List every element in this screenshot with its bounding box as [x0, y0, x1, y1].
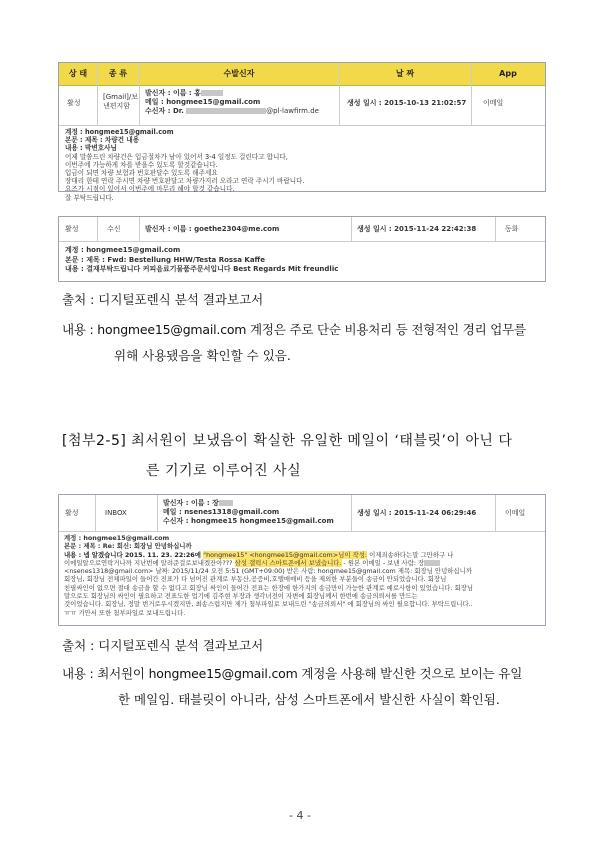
- detail-body: 장대리 한테 연락 주시면 차량 번호판달고 차량가지러 오라고 연락 주시기 바랍니다.: [65, 177, 305, 186]
- content-note-2-line2: 한 메일임. 태블릿이 아니라, 삼성 스마트폰에서 발신한 사실이 확인됨.: [118, 692, 500, 707]
- column-divider: [97, 217, 98, 241]
- sender-email-cell: 메일 : nsenes1318@gmail.com: [163, 508, 280, 516]
- detail-body: 요즈가 시점이 있어서 이번주에 마무리 해야 할것 같습니다.: [65, 185, 235, 194]
- message-detail: [65, 128, 539, 202]
- column-divider: [471, 63, 472, 125]
- detail-body: 어제 말씀드린 차량건은 입금절차가 남아 있어서 3-4 일정도 걸린다고 합니다,: [65, 152, 288, 161]
- email-record-table-3: [58, 494, 546, 626]
- row-divider: [59, 125, 545, 126]
- column-divider: [157, 495, 158, 531]
- message-detail: [64, 534, 542, 617]
- detail-subject: 본문 : 제목 : Re: 회신: 회장님 안녕하십니까: [64, 542, 192, 551]
- page-number: - 4 -: [289, 809, 311, 822]
- content-note-1-line1: 내용 : hongmee15@gmail.com 계정은 주로 단순 비용처리 등 전형적인 경리 업무를: [62, 322, 526, 337]
- redaction-mark: [201, 90, 223, 96]
- detail-body: 이메일알으로연락거나까 지난번에 알려준걸로보내겠잔아??? 삼성 갤럭시 스마트폰에서 보냈습니다. - 원본 이메일 - 보낸 사람: 장: [64, 559, 542, 567]
- detail-body: ㅠㅠ 기안서 또한 첨부파일로 보내드립니다.: [64, 608, 186, 617]
- detail-subject: 본문 : 제목 : 차량건 내용: [65, 136, 140, 145]
- status-cell: 활성: [65, 509, 79, 517]
- message-detail: [65, 246, 539, 275]
- detail-body: 내용 : 넵 알겠습니다 2015. 11. 23. 22:26에 "hongmee15" <hongmee15@gmail.com>님이 작성: 이제죄송하다는말 그만하구 나: [64, 550, 454, 559]
- header-type: 종 류: [108, 69, 128, 78]
- detail-body: 잘 부탁드립니다.: [65, 193, 114, 202]
- column-divider: [95, 495, 96, 531]
- detail-account: 계정 : hongmee15@gmail.com: [64, 534, 170, 542]
- detail-body: 입금이 되면 차량 보험과 번호판달수 있도록 해주세요: [65, 169, 218, 178]
- column-divider: [351, 495, 352, 531]
- email-record-table-1: [58, 62, 546, 202]
- detail-body: 내용 : 결재부탁드립니다 커피음료기물품주문서입니다 Best Regards Mit freundlic: [65, 265, 339, 273]
- source-note-1: 출처 : 디지털포렌식 분석 결과보고서: [62, 292, 264, 307]
- content-note-1-line2: 위해 사용됐음을 확인할 수 있음.: [114, 348, 291, 363]
- column-divider: [495, 495, 496, 531]
- redaction-mark: [219, 500, 233, 506]
- column-divider: [97, 63, 98, 125]
- sender-cell: 발신자 : 이름 : goethe2304@me.com: [145, 225, 280, 233]
- date-cell: 생성 일시 : 2015-10-13 21:02:57: [347, 99, 467, 107]
- status-cell: 활성: [67, 99, 81, 107]
- date-cell: 생성 일시 : 2015-11-24 22:42:38: [357, 225, 477, 233]
- app-cell: 이메일: [505, 509, 526, 517]
- sender-cell: 발신자 : 이름 : 장: [163, 499, 233, 508]
- column-divider: [139, 63, 140, 125]
- recipient-cell: 수신자 : Dr. @pl-lawfirm.de: [145, 107, 319, 115]
- header-date: 날 짜: [395, 69, 415, 78]
- header-app: App: [499, 69, 517, 78]
- detail-body: 내용 : 박변호사님: [65, 144, 117, 153]
- detail-body: 것이었습니다. 회장님, 정말 번거로우시겠지만, 최송스럽지만 제가 첨부파일로 보내드린 "송금의뢰서" 에 회장님의 싸인 필요합니다. 부탁드립니다..: [64, 600, 473, 609]
- detail-body: 친필싸인이 없으면 절대 송금을 할 수 없다고 회장님 싸인이 들어간 전표는 한장에 한가지의 송금만이 가능한 관계로 예로사항이 있었습니다. 회장님: [64, 583, 473, 592]
- row-divider: [59, 241, 545, 242]
- column-divider: [139, 217, 140, 241]
- detail-body: <nsenes1318@gmail.com> 날짜: 2015/11/24 오전 5:51 (GMT+09:00) 받은 사람: hongmee15@gmail.com 제목: 회장님 안녕하십니까: [64, 567, 472, 576]
- type-cell: INBOX: [105, 509, 127, 517]
- detail-body: 회장님, 회장님 전체파일이 들어간 전표가 다 넘어진 관계로 부동산,공증비,호텔매매비 등을 제외한 부분들이 송금이 안되었습니다. 회장님: [64, 575, 447, 584]
- column-divider: [495, 217, 496, 241]
- type-cell-line1: [Gmail]/보: [103, 93, 139, 101]
- source-note-2: 출처 : 디지털포렌식 분석 결과보고서: [62, 638, 264, 653]
- section-heading-line1: [첨부2-5] 최서원이 보냈음이 확실한 유일한 메일이 ‘태블릿’이 아닌 다: [62, 433, 513, 449]
- type-cell: 수신: [107, 225, 121, 233]
- detail-body: 이번주에 가능하게 차를 받을수 있도록 할것같습니다.: [65, 160, 218, 169]
- detail-subject: 본문 : 제목 : Fwd: Bestellung HHW/Testa Rossa Kaffe: [65, 255, 265, 264]
- sender-email-cell: 메일 : hongmee15@gmail.com: [145, 98, 261, 106]
- column-divider: [339, 63, 340, 125]
- header-sender-recipient: 수발신자: [223, 69, 255, 78]
- highlighted-sender: "hongmee15" <hongmee15@gmail.com>님이 작성:: [203, 550, 368, 559]
- date-cell: 생성 일시 : 2015-11-24 06:29:46: [357, 509, 477, 517]
- highlighted-device-signature: 삼성 갤럭시 스마트폰에서 보냈습니다.: [234, 558, 342, 567]
- redaction-mark: [424, 560, 440, 566]
- email-record-table-2: [58, 216, 546, 282]
- content-note-2-line1: 내용 : 최서원이 hongmee15@gmail.com 계정을 사용해 발신한 것으로 보이는 유일: [62, 666, 523, 681]
- detail-body: 말으로도 회장님의 싸인이 필요하고 전표도한 업기에 김주현 부장과 생각녀전이 자변에 회장님께서 한번에 송금의뢰서를 만드는: [64, 592, 418, 601]
- type-cell-line2: 낸편지함: [103, 102, 131, 110]
- app-cell: 동화: [505, 225, 519, 233]
- sender-cell: 발신자 : 이름 : 홍: [145, 89, 223, 98]
- detail-account: 계정 : hongmee15@gmail.com: [65, 246, 181, 254]
- app-cell: 이메일: [483, 99, 504, 107]
- column-divider: [351, 217, 352, 241]
- header-status: 상 태: [68, 69, 88, 78]
- detail-account: 계정 : hongmee15@gmail.com: [65, 128, 174, 136]
- row-divider: [59, 531, 545, 532]
- recipient-cell: 수신자 : hongmee15 hongmee15@gmail.com: [163, 517, 334, 525]
- status-cell: 활성: [65, 225, 79, 233]
- redaction-mark: [186, 108, 266, 114]
- section-heading-line2: 른 기기로 이루어진 사실: [146, 463, 302, 479]
